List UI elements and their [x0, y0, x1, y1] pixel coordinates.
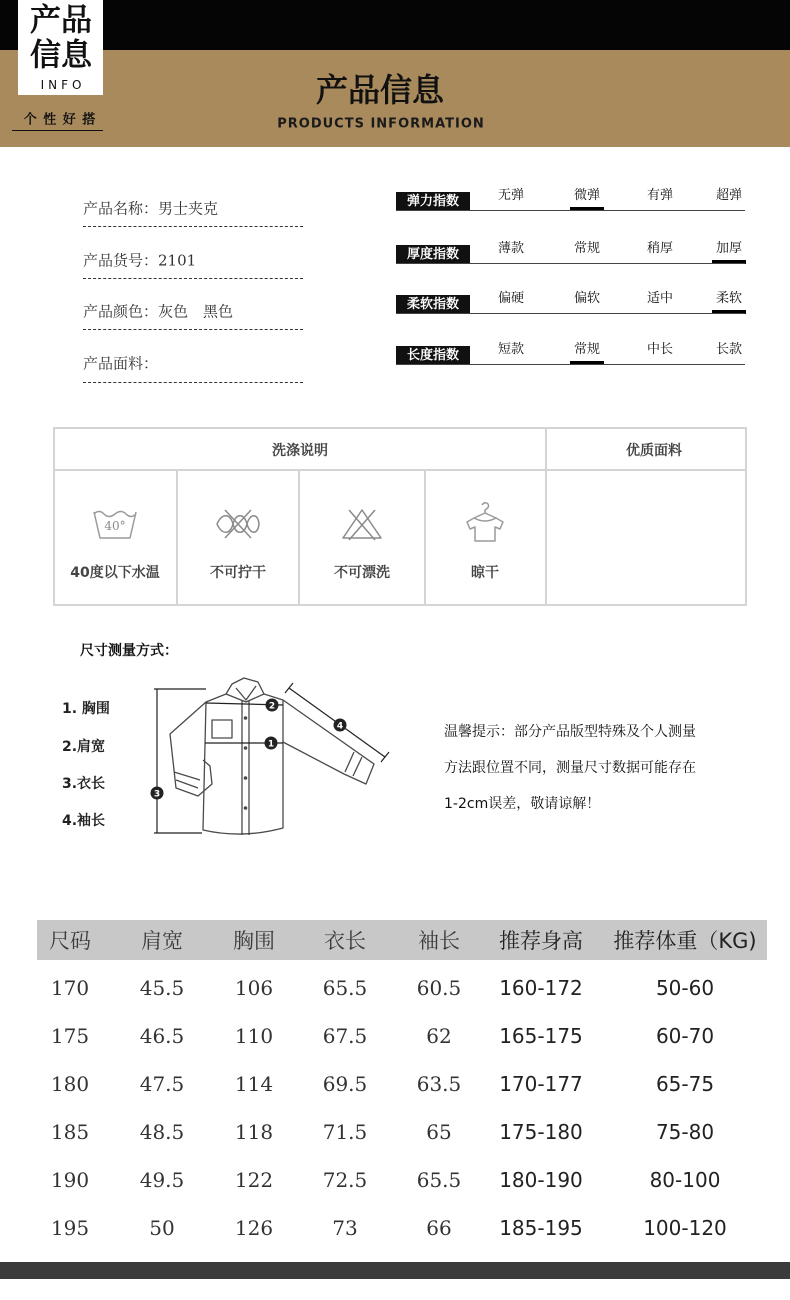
divider: [83, 329, 303, 330]
cell-chest: 110: [234, 1024, 274, 1048]
top-black-band: [0, 0, 790, 50]
cell-length: 71.5: [322, 1120, 368, 1144]
cell-length: 69.5: [322, 1072, 368, 1096]
product-name-row: [83, 198, 218, 219]
cell-sleeve: 60.5: [416, 976, 462, 1000]
marker-sleeve: [334, 719, 347, 732]
cell-size: 170: [50, 976, 90, 1000]
footer-bar: [0, 1262, 790, 1279]
header-size: 尺码: [49, 929, 91, 953]
measure-item-shoulder: 2.肩宽: [62, 739, 106, 755]
cell-length: 73: [332, 1216, 358, 1240]
product-color-label: 产品颜色：: [83, 302, 159, 321]
cell-chest: 114: [234, 1072, 274, 1096]
marker-shoulder: [266, 699, 279, 712]
header-chest: 胸围: [233, 929, 275, 953]
measure-item-sleeve: 4.袖长: [62, 813, 106, 829]
wash-instructions-heading: 洗涤说明: [272, 443, 328, 459]
product-color-value: 灰色 黑色: [158, 302, 234, 321]
measurement-note-line-2: 方法跟位置不同，测量尺寸数据可能存在: [444, 760, 696, 776]
cell-height: 160-172: [499, 976, 583, 1000]
index-option: 加厚: [712, 241, 746, 264]
size-table-header: [37, 920, 767, 960]
cell-weight: 60-70: [655, 1024, 715, 1048]
index-option: 超弹: [715, 188, 742, 203]
cell-length: 67.5: [322, 1024, 368, 1048]
index-option: 常规: [570, 342, 604, 365]
softness-index: [396, 291, 746, 314]
cell-weight: 65-75: [655, 1072, 715, 1096]
care-cell-divider: [176, 470, 178, 606]
index-option: 中长: [646, 342, 673, 357]
page-subtitle: PRODUCTS INFORMATION: [277, 116, 485, 132]
index-label: 柔软指数: [396, 295, 470, 314]
thickness-index: [396, 241, 746, 264]
cell-chest: 106: [234, 976, 274, 1000]
header-height: 推荐身高: [499, 929, 583, 953]
cell-size: 195: [50, 1216, 90, 1240]
index-option: 常规: [573, 241, 600, 256]
care-column-divider: [545, 427, 547, 606]
wash-40-label: 40度以下水温: [70, 565, 160, 581]
cell-sleeve: 65.5: [416, 1168, 462, 1192]
table-row: [0, 1204, 790, 1252]
cell-chest: 126: [234, 1216, 274, 1240]
table-row: [0, 1060, 790, 1108]
table-row: [0, 1156, 790, 1204]
cell-height: 185-195: [499, 1216, 583, 1240]
wash-40-icon: [91, 506, 139, 542]
cell-size: 190: [50, 1168, 90, 1192]
cell-height: 165-175: [499, 1024, 583, 1048]
header-shoulder: 肩宽: [141, 929, 183, 953]
index-option: 无弹: [497, 188, 524, 203]
cell-weight: 50-60: [655, 976, 715, 1000]
cell-length: 65.5: [322, 976, 368, 1000]
cell-length: 72.5: [322, 1168, 368, 1192]
product-name-value: 男士夹克: [158, 199, 219, 218]
cell-chest: 118: [234, 1120, 274, 1144]
marker-length: [151, 787, 164, 800]
table-row: [0, 1012, 790, 1060]
index-option: 偏软: [573, 291, 600, 306]
shirt-buttons: [244, 716, 248, 810]
elasticity-index: [396, 188, 746, 211]
measure-item-chest: 1. 胸围: [62, 701, 110, 717]
index-option: 长款: [715, 342, 742, 357]
product-fabric-row: [83, 353, 158, 374]
index-option: 适中: [646, 291, 673, 306]
cell-shoulder: 50: [149, 1216, 175, 1240]
table-row: [0, 964, 790, 1012]
measurement-title: 尺寸测量方式：: [80, 643, 178, 659]
measurement-note-line-1: 温馨提示：部分产品版型特殊及个人测量: [444, 724, 696, 740]
cell-weight: 100-120: [643, 1216, 727, 1240]
cell-weight: 75-80: [655, 1120, 715, 1144]
index-label: 长度指数: [396, 346, 470, 365]
tagline: 个 性 好 搭: [23, 112, 97, 128]
care-cell-divider: [424, 470, 426, 606]
care-table: [53, 427, 747, 606]
tagline-underline: [12, 130, 103, 131]
divider: [83, 226, 303, 227]
line-dry-label: 晾干: [471, 565, 499, 581]
measurement-note-line-3: 1-2cm误差，敬请谅解！: [444, 796, 601, 812]
product-fabric-label: 产品面料：: [83, 354, 159, 373]
index-label: 弹力指数: [396, 192, 470, 211]
fabric-heading: 优质面料: [626, 443, 682, 459]
cell-size: 180: [50, 1072, 90, 1096]
no-bleach-label: 不可漂洗: [334, 565, 390, 581]
cell-height: 170-177: [499, 1072, 583, 1096]
cell-size: 175: [50, 1024, 90, 1048]
length-index: [396, 342, 746, 365]
no-wring-icon: [213, 506, 263, 542]
marker-chest: [265, 737, 278, 750]
shirt-measurement-diagram: [140, 670, 400, 845]
marker-chest-number: 1: [267, 739, 275, 750]
divider: [83, 382, 303, 383]
cell-height: 180-190: [499, 1168, 583, 1192]
index-baseline: [396, 313, 745, 314]
index-option: 柔软: [712, 291, 746, 314]
measure-item-length: 3.衣长: [62, 776, 106, 792]
index-option: 微弹: [570, 188, 604, 211]
index-baseline: [396, 263, 745, 264]
cell-shoulder: 45.5: [139, 976, 185, 1000]
product-color-row: [83, 301, 233, 322]
index-baseline: [396, 210, 745, 211]
line-dry-icon: [462, 500, 508, 544]
index-option: 薄款: [497, 241, 524, 256]
no-bleach-icon: [339, 506, 385, 542]
marker-shoulder-number: 2: [268, 701, 276, 712]
cell-sleeve: 63.5: [416, 1072, 462, 1096]
cell-chest: 122: [234, 1168, 274, 1192]
product-code-value: 2101: [158, 251, 197, 270]
product-name-label: 产品名称：: [83, 199, 159, 218]
cell-sleeve: 66: [426, 1216, 452, 1240]
index-option: 短款: [497, 342, 524, 357]
badge-line-2: 信息: [30, 37, 92, 74]
header-sleeve: 袖长: [418, 929, 460, 953]
index-label: 厚度指数: [396, 245, 470, 264]
info-badge: [18, 0, 103, 95]
cell-height: 175-180: [499, 1120, 583, 1144]
cell-sleeve: 65: [426, 1120, 452, 1144]
cell-weight: 80-100: [649, 1168, 721, 1192]
badge-line-1: 产品: [30, 2, 92, 39]
care-cell-divider: [298, 470, 300, 606]
cell-size: 185: [50, 1120, 90, 1144]
index-option: 有弹: [646, 188, 673, 203]
product-code-label: 产品货号：: [83, 251, 159, 270]
cell-shoulder: 48.5: [139, 1120, 185, 1144]
cell-shoulder: 46.5: [139, 1024, 185, 1048]
marker-length-number: 3: [153, 789, 161, 800]
cell-shoulder: 47.5: [139, 1072, 185, 1096]
index-option: 稍厚: [646, 241, 673, 256]
care-header-divider: [53, 469, 747, 471]
badge-english: INFO: [40, 78, 86, 92]
cell-sleeve: 62: [426, 1024, 452, 1048]
header-weight: 推荐体重（KG): [613, 929, 757, 953]
divider: [83, 278, 303, 279]
cell-shoulder: 49.5: [139, 1168, 185, 1192]
index-option: 偏硬: [497, 291, 524, 306]
table-row: [0, 1108, 790, 1156]
marker-sleeve-number: 4: [336, 721, 344, 732]
header-length: 衣长: [324, 929, 366, 953]
wash-temperature-text: 40°: [104, 519, 126, 533]
no-wring-label: 不可拧干: [210, 565, 266, 581]
product-code-row: [83, 250, 196, 271]
page-title: 产品信息: [315, 71, 445, 109]
index-baseline: [396, 364, 745, 365]
